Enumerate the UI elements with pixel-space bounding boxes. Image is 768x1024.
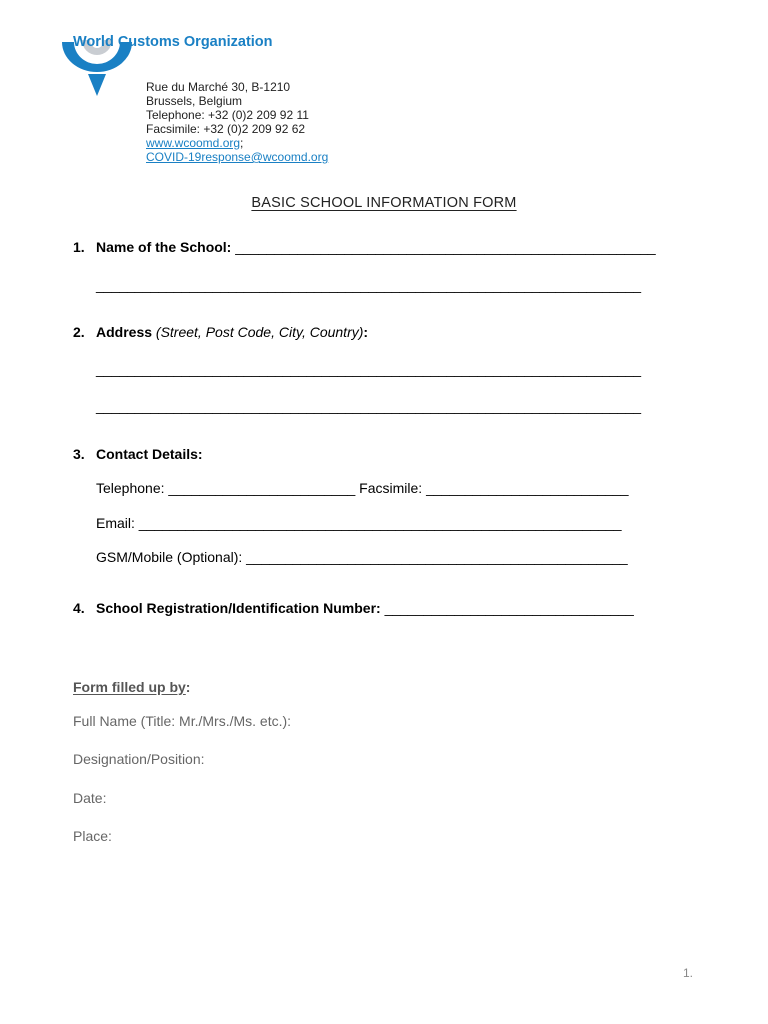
filled-by-heading-colon: : xyxy=(185,679,191,695)
q4-label: School Registration/Identification Number: xyxy=(96,600,381,616)
mobile-blank[interactable]: _________________________________________________ xyxy=(246,549,628,565)
facsimile-label: Facsimile: xyxy=(359,480,423,496)
place-field[interactable]: Place: xyxy=(73,828,112,844)
q3-contact-details xyxy=(73,446,203,462)
q1-label: Name of the School: xyxy=(96,239,232,255)
q3-label: Contact Details: xyxy=(96,446,203,462)
org-name: World Customs Organization xyxy=(73,34,273,50)
form-title xyxy=(0,195,768,211)
q4-number: 4. xyxy=(73,600,85,616)
website-link[interactable]: www.wcoomd.org xyxy=(146,136,241,150)
q1-number: 1. xyxy=(73,239,85,255)
q2-address xyxy=(73,324,368,340)
email-label: Email: xyxy=(96,515,135,531)
q1-blank[interactable]: ______________________________________________________ xyxy=(235,239,656,255)
designation-field[interactable]: Designation/Position: xyxy=(73,751,205,767)
page-number: 1. xyxy=(683,966,694,980)
mobile-label: GSM/Mobile (Optional): xyxy=(96,549,243,565)
website-separator: ; xyxy=(240,136,244,150)
address-line: Rue du Marché 30, B-1210 xyxy=(146,80,291,94)
q2-blank-line-1[interactable]: ______________________________________________________________________ xyxy=(96,361,642,377)
q2-hint: (Street, Post Code, City, Country) xyxy=(155,324,364,340)
telephone-label: Telephone: xyxy=(96,480,165,496)
facsimile-blank[interactable]: __________________________ xyxy=(426,480,629,496)
telephone-line: Telephone: +32 (0)2 209 92 11 xyxy=(146,108,309,122)
telephone-row xyxy=(96,480,629,496)
q2-blank-line-2[interactable]: ______________________________________________________________________ xyxy=(96,398,642,414)
q2-label: Address xyxy=(96,324,153,340)
mobile-row xyxy=(96,549,628,565)
address-block xyxy=(146,80,328,164)
q1-name-of-school xyxy=(73,239,656,255)
q4-registration-number xyxy=(73,600,634,616)
email-blank[interactable]: ______________________________________________________________ xyxy=(138,515,622,531)
q4-blank[interactable]: ________________________________ xyxy=(384,600,634,616)
q1-blank-line-2[interactable]: ______________________________________________________________________ xyxy=(96,277,642,293)
email-link[interactable]: COVID-19response@wcoomd.org xyxy=(146,150,329,164)
facsimile-line: Facsimile: +32 (0)2 209 92 62 xyxy=(146,122,306,136)
form-title-text: BASIC SCHOOL INFORMATION FORM xyxy=(251,195,517,211)
filled-by-heading xyxy=(73,679,190,695)
telephone-blank[interactable]: ________________________ xyxy=(168,480,356,496)
full-name-field[interactable]: Full Name (Title: Mr./Mrs./Ms. etc.): xyxy=(73,713,292,729)
address-line: Brussels, Belgium xyxy=(146,94,243,108)
email-row xyxy=(96,515,622,531)
filled-by-heading-text: Form filled up by xyxy=(73,679,186,695)
q2-number: 2. xyxy=(73,324,85,340)
q2-colon: : xyxy=(363,324,369,340)
date-field[interactable]: Date: xyxy=(73,790,107,806)
q3-number: 3. xyxy=(73,446,85,462)
